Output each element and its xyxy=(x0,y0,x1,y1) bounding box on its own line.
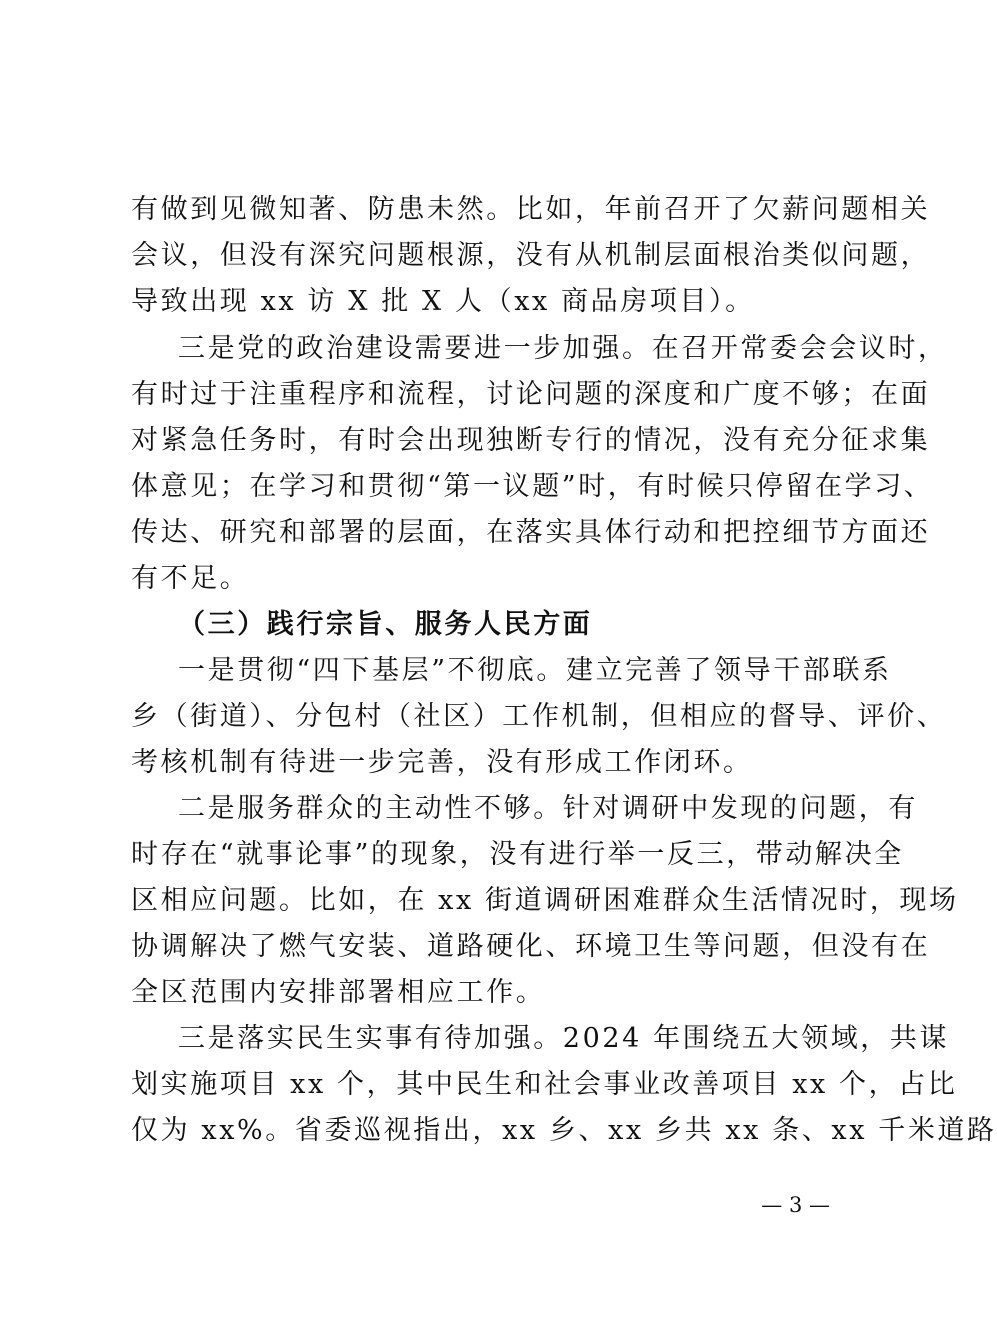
paragraph-2-line-5: 传达、研究和部署的层面，在落实具体行动和把控细节方面还 xyxy=(131,517,931,548)
paragraph-2-line-3: 对紧急任务时，有时会出现独断专行的情况，没有充分征求集 xyxy=(131,425,931,456)
paragraph-4-line-4: 协调解决了燃气安装、道路硬化、环境卫生等问题，但没有在 xyxy=(131,931,931,962)
paragraph-1-line-1: 有做到见微知著、防患未然。比如，年前召开了欠薪问题相关 xyxy=(131,194,931,225)
page-number: — 3 — xyxy=(761,1193,830,1217)
paragraph-5-line-1: 三是落实民生实事有待加强。2024 年围绕五大领域，共谋 xyxy=(178,1023,950,1054)
paragraph-2-line-1: 三是党的政治建设需要进一步加强。在召开常委会会议时， xyxy=(178,333,948,364)
paragraph-1-line-3: 导致出现 xx 访 X 批 X 人（xx 商品房项目）。 xyxy=(131,286,755,317)
paragraph-1-line-2: 会议，但没有深究问题根源，没有从机制层面根治类似问题， xyxy=(131,240,931,271)
paragraph-3-line-1: 一是贯彻“四下基层”不彻底。建立完善了领导干部联系 xyxy=(178,655,892,686)
paragraph-4-line-3: 区相应问题。比如，在 xx 街道调研困难群众生活情况时，现场 xyxy=(131,885,959,916)
paragraph-2-line-2: 有时过于注重程序和流程，讨论问题的深度和广度不够；在面 xyxy=(131,379,931,410)
paragraph-5-line-3: 仅为 xx%。省委巡视指出，xx 乡、xx 乡共 xx 条、xx 千米道路 xyxy=(131,1115,997,1146)
paragraph-3-line-2: 乡（街道）、分包村（社区）工作机制，但相应的督导、评价、 xyxy=(131,701,947,732)
paragraph-3-line-3: 考核机制有待进一步完善，没有形成工作闭环。 xyxy=(131,747,753,778)
paragraph-5-line-2: 划实施项目 xx 个，其中民生和社会事业改善项目 xx 个，占比 xyxy=(131,1069,958,1100)
paragraph-2-line-4: 体意见；在学习和贯彻“第一议题”时，有时候只停留在学习、 xyxy=(131,471,934,502)
section-heading: （三）践行宗旨、服务人民方面 xyxy=(178,609,593,640)
paragraph-4-line-2: 时存在“就事论事”的现象，没有进行举一反三，带动解决全 xyxy=(131,839,904,870)
paragraph-4-line-5: 全区范围内安排部署相应工作。 xyxy=(131,977,546,1008)
paragraph-4-line-1: 二是服务群众的主动性不够。针对调研中发现的问题，有 xyxy=(178,793,918,824)
paragraph-2-line-6: 有不足。 xyxy=(131,563,250,594)
